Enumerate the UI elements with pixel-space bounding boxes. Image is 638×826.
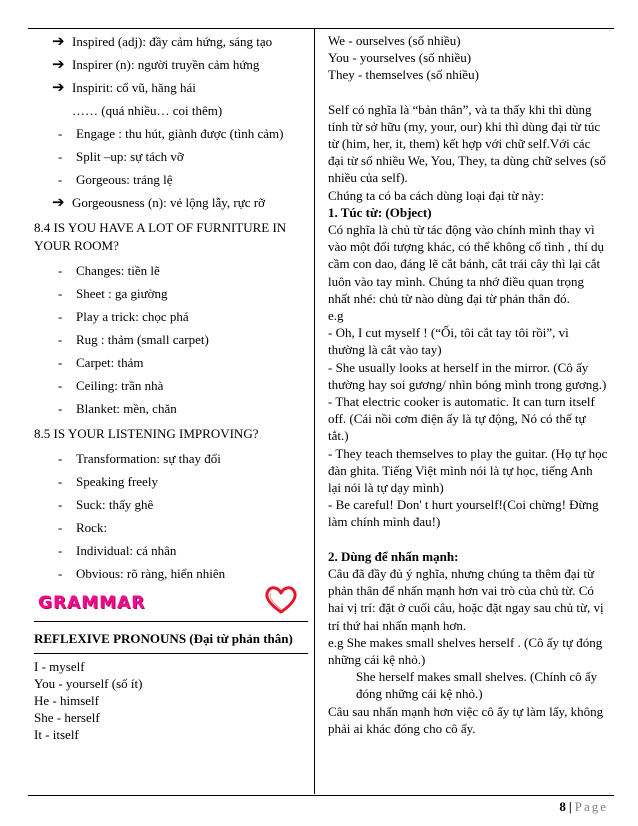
example-8: Câu sau nhấn mạnh hơn việc cô ấy tự làm lấy, không phải ai khác đóng cho cô ấy. — [328, 703, 604, 736]
arrow-right-icon: ➔ — [52, 80, 65, 96]
pronoun-line: They - themselves (số nhiều) — [328, 67, 479, 83]
column-divider — [314, 28, 315, 794]
emphasis-paragraph: Câu đã đầy đủ ý nghĩa, nhưng chúng ta thêm đại từ phản thân để nhấn mạnh hơn vai trò của chủ từ. Có hai vị trí: đặt ở cuối câu, hoặc đặt ngay sau chủ từ, vị trí thứ hai nhấn mạnh hơn. — [328, 565, 604, 633]
pronoun-line: It - itself — [34, 727, 79, 742]
section-heading-8-4: 8.4 IS YOU HAVE A LOT OF FURNITURE IN YOUR ROOM? — [34, 220, 287, 253]
vocab-item: - Engage : thu hút, giành được (tình cảm) — [58, 126, 284, 141]
vocab-item: - Ceiling: trần nhà — [58, 378, 164, 393]
page-footer: 8 | Page — [559, 799, 608, 814]
vocab-item: ➔ Gorgeousness (n): vẻ lộng lẫy, rực rỡ — [52, 195, 265, 211]
example-6: e.g She makes small shelves herself . (Cô ấy tự đóng những cái kệ nhỏ.) — [328, 634, 603, 667]
vocab-item: - Blanket: mền, chăn — [58, 401, 177, 416]
vocab-item: …… (quá nhiều… coi thêm) — [72, 103, 223, 118]
vocab-item: - Changes: tiền lẽ — [58, 263, 160, 278]
pronoun-line: I - myself — [34, 659, 85, 674]
page-label: Page — [574, 799, 608, 814]
heading-object: 1. Túc từ: (Object) — [328, 204, 432, 220]
divider — [34, 653, 308, 654]
three-ways-line: Chúng ta có ba cách dùng loại đại từ này: — [328, 187, 545, 203]
pronoun-line: You - yourselves (số nhiều) — [328, 50, 472, 66]
vocab-item: - Gorgeous: tráng lệ — [58, 172, 173, 187]
pronoun-line: She - herself — [34, 710, 100, 725]
vocab-item: ➔ Inspirit: cổ vũ, hăng hái — [52, 80, 196, 96]
object-paragraph: Có nghĩa là chủ từ tác động vào chính mình thay vì vào một đối tượng khác, có thể không cố tình , thí dụ cầm con dao, đáng lẽ cắt bánh, cắt trái cây thì lại cắt luôn vào tay mình. Chúng ta nhớ điều quan trọng nhất nhé: chủ từ nào dùng đại từ phản thân đó. — [328, 222, 605, 306]
page-number: 8 — [559, 799, 566, 814]
example-2: - She usually looks at herself in the mirror. (Cô ấy thường hay soi gương/ nhìn bóng mình trong gương.) — [328, 359, 607, 392]
pronoun-line: You - yourself (số ít) — [34, 676, 143, 691]
arrow-right-icon: ➔ — [52, 34, 65, 50]
vocab-item: - Rock: — [58, 520, 108, 535]
vocab-item: - Split –up: sự tách vỡ — [58, 149, 184, 164]
vocab-item: - Individual: cá nhân — [58, 543, 177, 558]
heading-emphasis: 2. Dùng để nhấn mạnh: — [328, 548, 459, 564]
reflexive-pronouns-title: REFLEXIVE PRONOUNS (Đại từ phản thân) — [34, 631, 293, 646]
example-1: - Oh, I cut myself ! (“Ối, tôi cắt tay tôi rồi”, vì thường là cắt vào tay) — [328, 325, 569, 358]
vocab-item: - Sheet : ga giường — [58, 286, 168, 301]
vocab-item: ➔ Inspirer (n): người truyền cảm hứng — [52, 57, 260, 73]
eg-label: e.g — [328, 308, 344, 324]
vocab-item: - Suck: thấy ghê — [58, 497, 154, 512]
pronoun-line: He - himself — [34, 693, 99, 708]
section-heading-8-5: 8.5 IS YOUR LISTENING IMPROVING? — [34, 426, 259, 441]
grammar-wordart: GRAMMAR — [38, 593, 146, 613]
example-7: She herself makes small shelves. (Chính cô ấy đóng những cái kệ nhỏ.) — [356, 669, 598, 702]
example-3: - That electric cooker is automatic. It can turn itself off. (Cái nồi cơm điện ấy là tự động, Nó có thể tự tắt.) — [328, 394, 595, 444]
example-4: - They teach themselves to play the guitar. (Họ tự học đàn ghita. Tiếng Việt mình nói là tự học, tiếng Anh lại nói là tự dạy mình) — [328, 445, 608, 496]
left-column — [34, 32, 308, 743]
arrow-right-icon: ➔ — [52, 195, 65, 211]
intro-paragraph: Self có nghĩa là “bản thân”, và ta thấy khi thì dùng tính từ sở hữu (my, your, our) khi thì dùng đại từ túc từ (him, her, it, them) kết hợp với chữ self.Với các đại từ số nhiều We, You, They, ta dùng chữ selves (số nhiều của self). — [328, 101, 606, 186]
vocab-item: - Transformation: sự thay đổi — [58, 451, 221, 466]
grammar-banner — [34, 591, 308, 622]
vocab-item: - Obvious: rõ ràng, hiển nhiên — [58, 566, 226, 581]
right-column — [328, 32, 608, 737]
vocab-item: - Play a trick: chọc phá — [58, 309, 189, 324]
pronoun-line: We - ourselves (số nhiều) — [328, 33, 461, 48]
vocab-item: ➔ Inspired (adj): đầy cảm hứng, sáng tạo — [52, 34, 273, 50]
vocab-item: - Carpet: thảm — [58, 355, 144, 370]
example-5: - Be careful! Don' t hurt yourself!(Coi chừng! Đừng làm chính mình đau!) — [328, 497, 599, 530]
vocab-item: - Speaking freely — [58, 474, 158, 489]
arrow-right-icon: ➔ — [52, 57, 65, 73]
heart-icon — [264, 585, 298, 615]
vocab-item: - Rug : thảm (small carpet) — [58, 332, 209, 347]
